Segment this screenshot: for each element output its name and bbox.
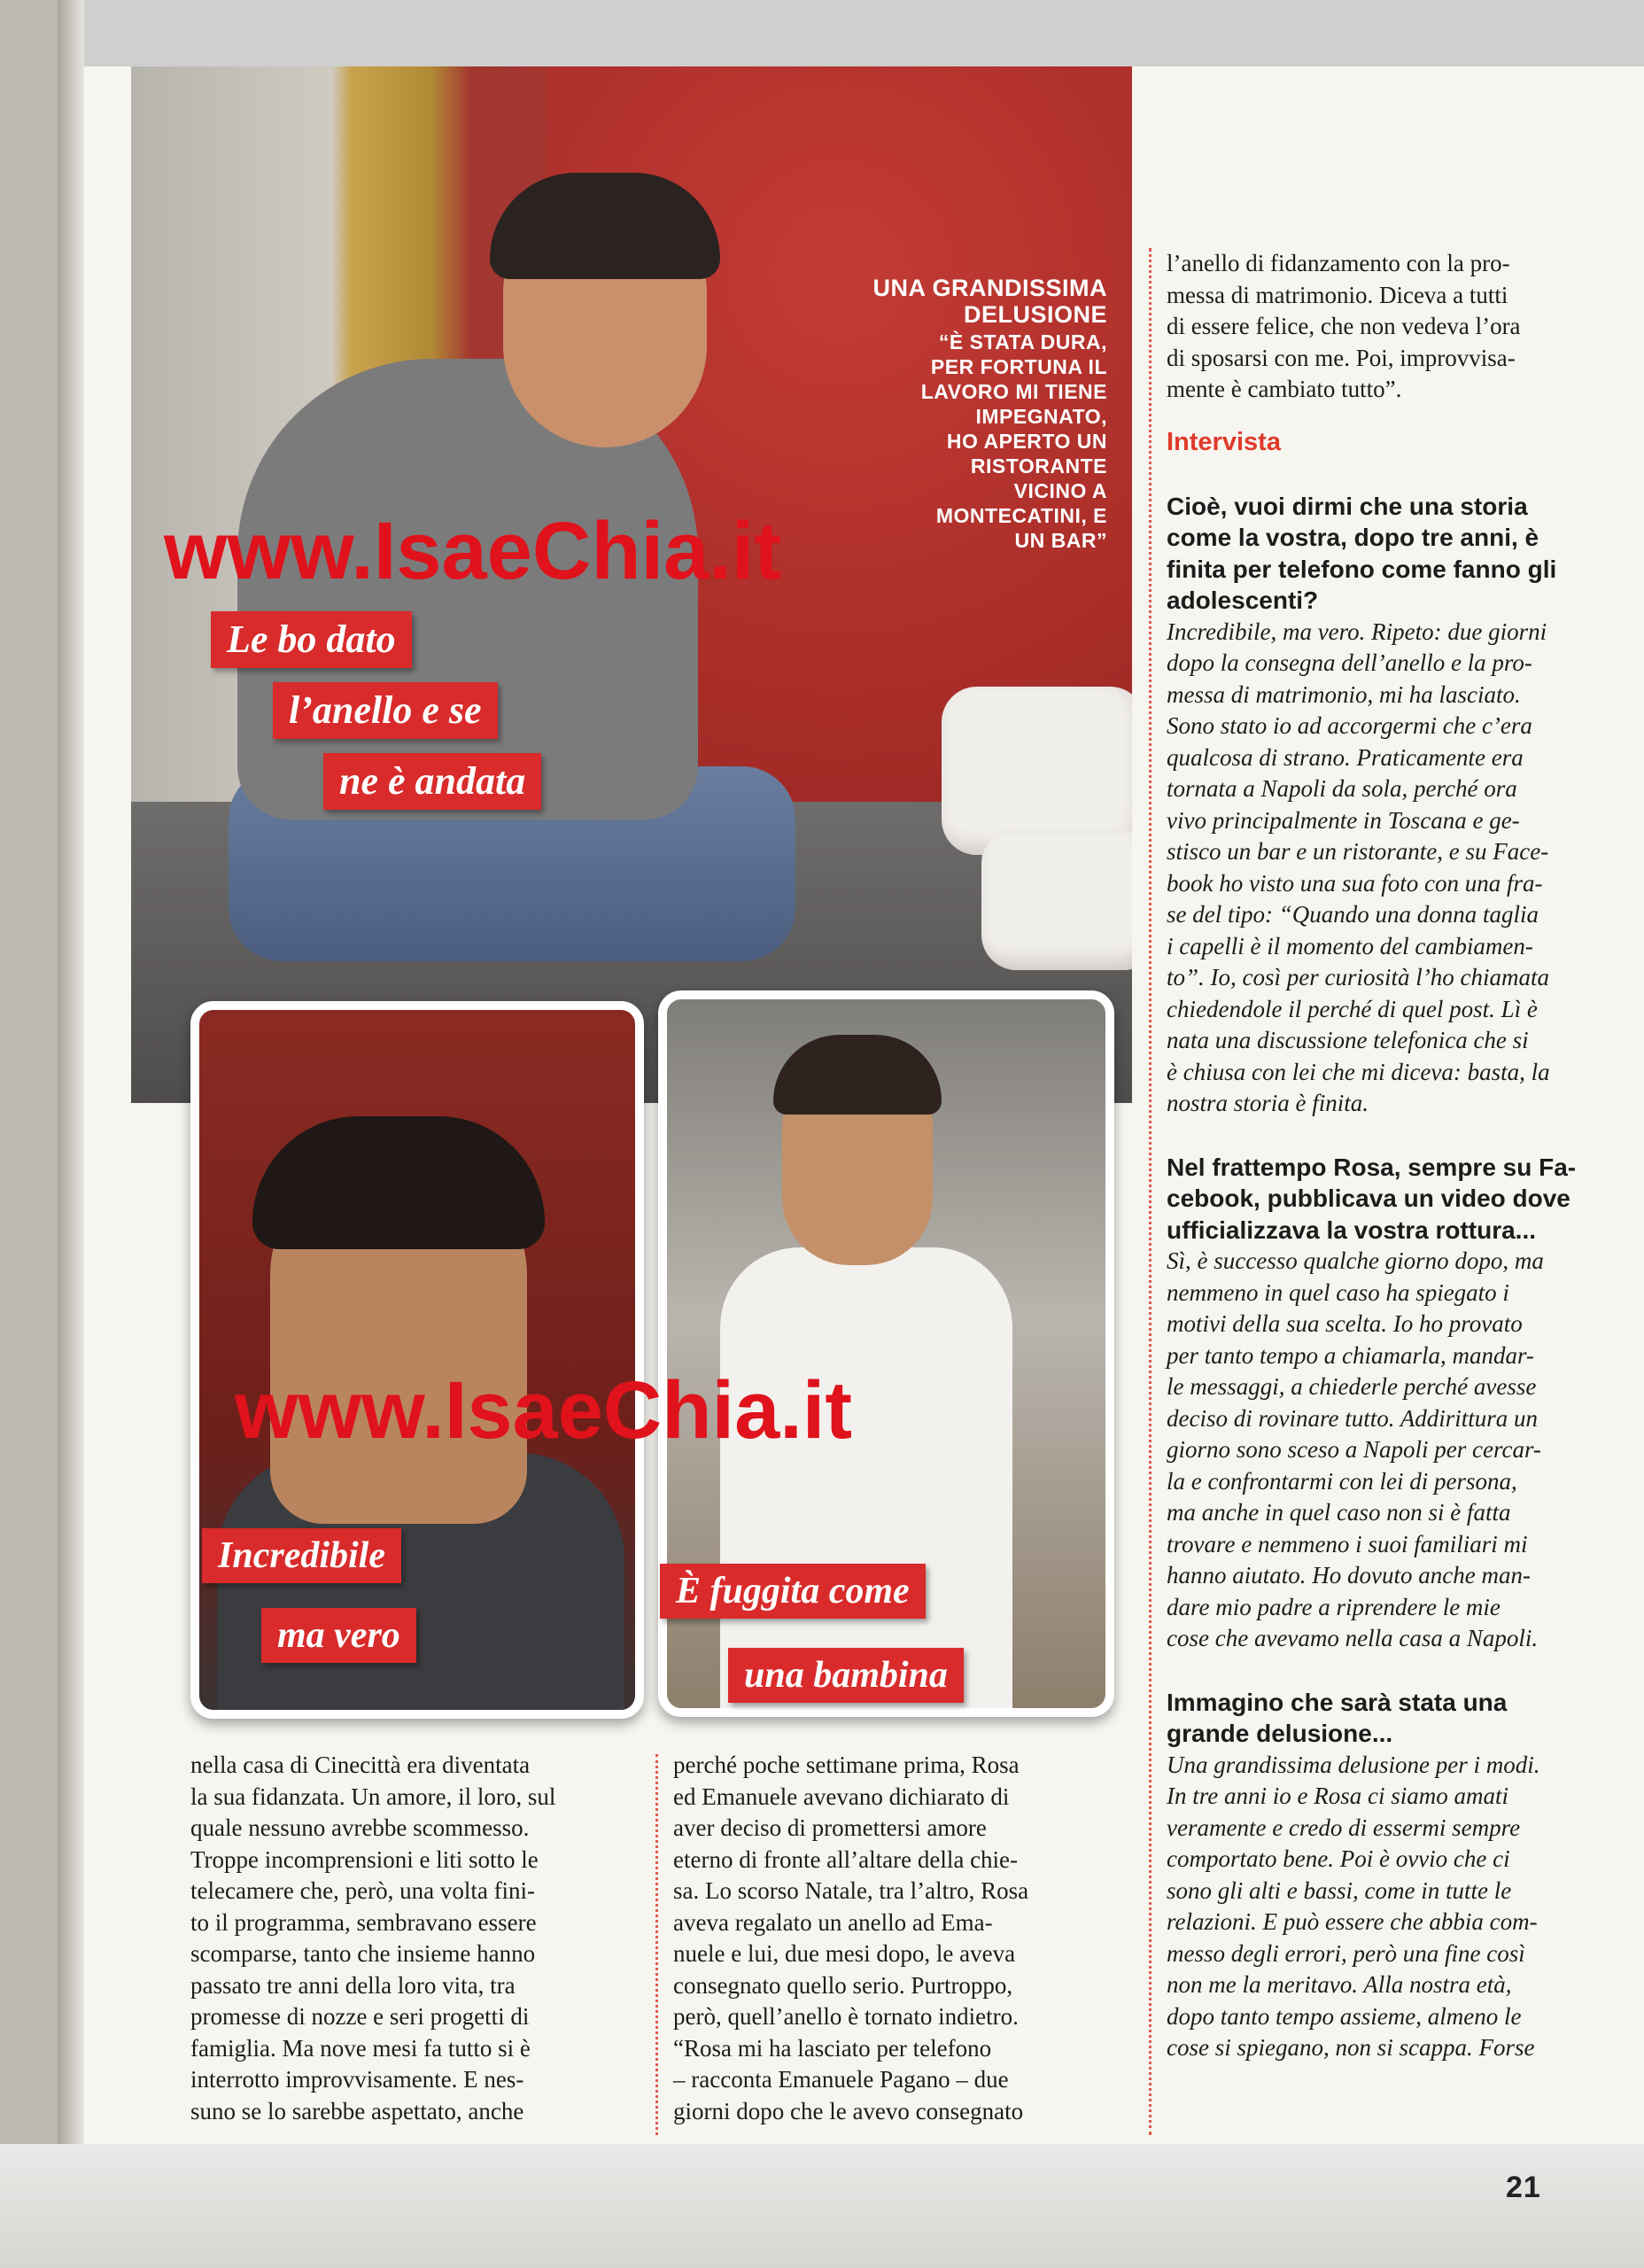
- right-column: [1167, 248, 1581, 2064]
- answer-line: deciso di rovinare tutto. Addirittura un: [1167, 1404, 1538, 1432]
- watermark: www.IsaeChia.it: [235, 1365, 853, 1456]
- body-line: consegnato quello serio. Purtroppo,: [673, 1971, 1013, 1999]
- caption-quote-line: HO APERTO UN: [946, 430, 1107, 453]
- answer-line: per tanto tempo a chiamarla, mandar-: [1167, 1341, 1534, 1369]
- body-line: nella casa di Cinecittà era diventata: [190, 1751, 531, 1778]
- headline-label: Le bo dato: [211, 611, 412, 668]
- column-divider: [655, 1754, 658, 2135]
- question-line: ufficializzava la vostra rottura...: [1167, 1216, 1537, 1244]
- body-line: di sposarsi con me. Poi, improvvisa-: [1167, 344, 1516, 371]
- answer-line: i capelli è il momento del cambiamen-: [1167, 932, 1533, 959]
- caption-quote-line: LAVORO MI TIENE: [920, 380, 1107, 403]
- question-line: come la vostra, dopo tre anni, è: [1167, 524, 1539, 551]
- section-heading: Intervista: [1167, 427, 1281, 456]
- body-line: passato tre anni della loro vita, tra: [190, 1971, 516, 1999]
- question-line: grande delusione...: [1167, 1720, 1393, 1747]
- left-inset-photo: [190, 1001, 644, 1719]
- caption-quote-line: RISTORANTE: [970, 454, 1107, 478]
- body-line: mente è cambiato tutto”.: [1167, 376, 1402, 402]
- body-line: promesse di nozze e seri progetti di: [190, 2003, 530, 2030]
- body-line: perché poche settimane prima, Rosa: [673, 1751, 1020, 1778]
- caption-quote-line: UN BAR”: [1014, 529, 1107, 552]
- body-line: nuele e lui, due mesi dopo, le aveva: [673, 1940, 1016, 1967]
- answer-line: book ho visto una sua foto con una fra-: [1167, 869, 1543, 897]
- answer-line: le messaggi, a chiederle perché avesse: [1167, 1373, 1537, 1400]
- answer-line: Sì, è successo qualche giorno dopo, ma: [1167, 1247, 1544, 1274]
- caption-quote-line: PER FORTUNA IL: [930, 355, 1107, 378]
- white-cushion: [981, 828, 1132, 970]
- answer-line: hanno aiutato. Ho dovuto anche man-: [1167, 1562, 1531, 1588]
- caption-kicker: UNA GRANDISSIMA DELUSIONE: [872, 275, 1107, 328]
- answer-line: dare mio padre a riprendere le mie: [1167, 1593, 1501, 1620]
- caption-quote-line: IMPEGNATO,: [975, 405, 1107, 428]
- scan-background-top: [0, 0, 1644, 66]
- question-line: Nel frattempo Rosa, sempre su Fa-: [1167, 1153, 1577, 1181]
- person-hair: [773, 1035, 942, 1115]
- body-line: aveva regalato un anello ad Ema-: [673, 1908, 993, 1936]
- question-line: finita per telefono come fanno gli: [1167, 555, 1557, 583]
- answer-line: dopo la consegna dell’anello e la pro-: [1167, 649, 1532, 676]
- answer-line: messa di matrimonio, mi ha lasciato.: [1167, 680, 1521, 708]
- body-line: suno se lo sarebbe aspettato, anche: [190, 2097, 524, 2124]
- answer-line: dopo tanto tempo assieme, almeno le: [1167, 2002, 1522, 2030]
- body-line: interrotto improvvisamente. E nes-: [190, 2066, 524, 2093]
- body-line: la sua fidanzata. Un amore, il loro, sul: [190, 1783, 556, 1810]
- caption-quote-line: “È STATA DURA,: [938, 330, 1107, 353]
- body-line: aver deciso di promettersi amore: [673, 1814, 987, 1841]
- answer-line: veramente e credo di essermi sempre: [1167, 1814, 1521, 1841]
- body-line: di essere felice, che non vedeva l’ora: [1167, 313, 1521, 339]
- answer-line: cose si spiegano, non si scappa. Forse: [1167, 2034, 1535, 2061]
- answer-line: relazioni. E può essere che abbia com-: [1167, 1908, 1538, 1935]
- caption-quote-line: MONTECATINI, E: [935, 504, 1107, 527]
- answer-line: to”. Io, così per curiosità l’ho chiamata: [1167, 964, 1549, 990]
- person-hair: [252, 1116, 545, 1249]
- answer-line: se del tipo: “Quando una donna taglia: [1167, 901, 1539, 928]
- body-line: quale nessuno avrebbe scommesso.: [190, 1814, 530, 1841]
- bottom-middle-column: [673, 1750, 1116, 2127]
- inset-label: una bambina: [728, 1648, 964, 1703]
- answer-line: nostra storia è finita.: [1167, 1090, 1369, 1116]
- answer-line: In tre anni io e Rosa ci siamo amati: [1167, 1783, 1508, 1809]
- body-line: però, quell’anello è tornato indietro.: [673, 2003, 1019, 2030]
- answer-line: Sono stato io ad accorgermi che c’era: [1167, 712, 1532, 739]
- body-line: l’anello di fidanzamento con la pro-: [1167, 250, 1510, 276]
- answer-line: chiedendole il perché di quel post. Lì è: [1167, 995, 1538, 1022]
- body-line: eterno di fronte all’altare della chie-: [673, 1845, 1019, 1873]
- bottom-left-column: [190, 1750, 638, 2127]
- headline-label: ne è andata: [323, 753, 541, 810]
- caption-quote-line: VICINO A: [1013, 479, 1107, 502]
- body-line: telecamere che, però, una volta fini-: [190, 1877, 536, 1904]
- facing-page-edge: [0, 0, 84, 2153]
- body-line: messa di matrimonio. Diceva a tutti: [1167, 281, 1508, 308]
- answer-line: sono gli alti e bassi, come in tutte le: [1167, 1876, 1512, 1904]
- answer-line: vivo principalmente in Toscana e ge-: [1167, 806, 1520, 834]
- body-line: scomparse, tanto che insieme hanno: [190, 1940, 536, 1967]
- answer-line: stisco un bar e un ristorante, e su Face-: [1167, 838, 1549, 865]
- answer-line: è chiusa con lei che mi diceva: basta, la: [1167, 1058, 1550, 1085]
- headline-label: l’anello e se: [273, 682, 498, 739]
- body-line: “Rosa mi ha lasciato per telefono: [673, 2034, 992, 2062]
- inset-label: ma vero: [261, 1608, 416, 1663]
- scan-background-bottom: [0, 2144, 1644, 2268]
- answer-line: cose che avevamo nella casa a Napoli.: [1167, 1625, 1539, 1651]
- answer-line: Incredibile, ma vero. Ripeto: due giorni: [1167, 617, 1547, 645]
- answer-line: qualcosa di strano. Praticamente era: [1167, 743, 1524, 771]
- answer-line: non me la meritavo. Alla nostra età,: [1167, 1971, 1512, 1998]
- answer-line: ma anche in quel caso non si è fatta: [1167, 1499, 1511, 1526]
- body-line: Troppe incomprensioni e liti sotto le: [190, 1845, 539, 1873]
- watermark: www.IsaeChia.it: [164, 506, 782, 596]
- answer-line: motivi della sua scelta. Io ho provato: [1167, 1310, 1523, 1337]
- answer-line: comportato bene. Poi è ovvio che ci: [1167, 1845, 1510, 1872]
- body-line: giorni dopo che le avevo consegnato: [673, 2097, 1024, 2124]
- answer-line: la e confrontarmi con lei di persona,: [1167, 1467, 1517, 1495]
- photo-caption: [850, 275, 1107, 553]
- body-line: ed Emanuele avevano dichiarato di: [673, 1783, 1010, 1810]
- body-line: to il programma, sembravano essere: [190, 1908, 537, 1936]
- answer-line: giorno sono sceso a Napoli per cercar-: [1167, 1436, 1541, 1463]
- answer-line: nemmeno in quel caso ha spiegato i: [1167, 1278, 1509, 1306]
- person-body: [720, 1247, 1012, 1708]
- question-line: Immagino che sarà stata una: [1167, 1688, 1508, 1716]
- answer-line: Una grandissima delusione per i modi.: [1167, 1751, 1540, 1778]
- answer-line: nata una discussione telefonica che si: [1167, 1027, 1529, 1053]
- answer-line: messo degli errori, però una fine così: [1167, 1939, 1525, 1967]
- body-line: famiglia. Ma nove mesi fa tutto si è: [190, 2034, 531, 2062]
- page-number: 21: [1506, 2171, 1541, 2204]
- column-divider: [1149, 248, 1152, 2135]
- question-line: adolescenti?: [1167, 586, 1319, 614]
- question-line: cebook, pubblicava un video dove: [1167, 1184, 1570, 1212]
- inset-label: Incredibile: [202, 1528, 401, 1583]
- inset-label: È fuggita come: [660, 1564, 926, 1619]
- body-line: sa. Lo scorso Natale, tra l’altro, Rosa: [673, 1877, 1029, 1904]
- answer-line: trovare e nemmeno i suoi familiari mi: [1167, 1530, 1528, 1557]
- body-line: – racconta Emanuele Pagano – due: [673, 2066, 1009, 2093]
- question-line: Cioè, vuoi dirmi che una storia: [1167, 492, 1528, 520]
- answer-line: tornata a Napoli da sola, perché ora: [1167, 775, 1517, 802]
